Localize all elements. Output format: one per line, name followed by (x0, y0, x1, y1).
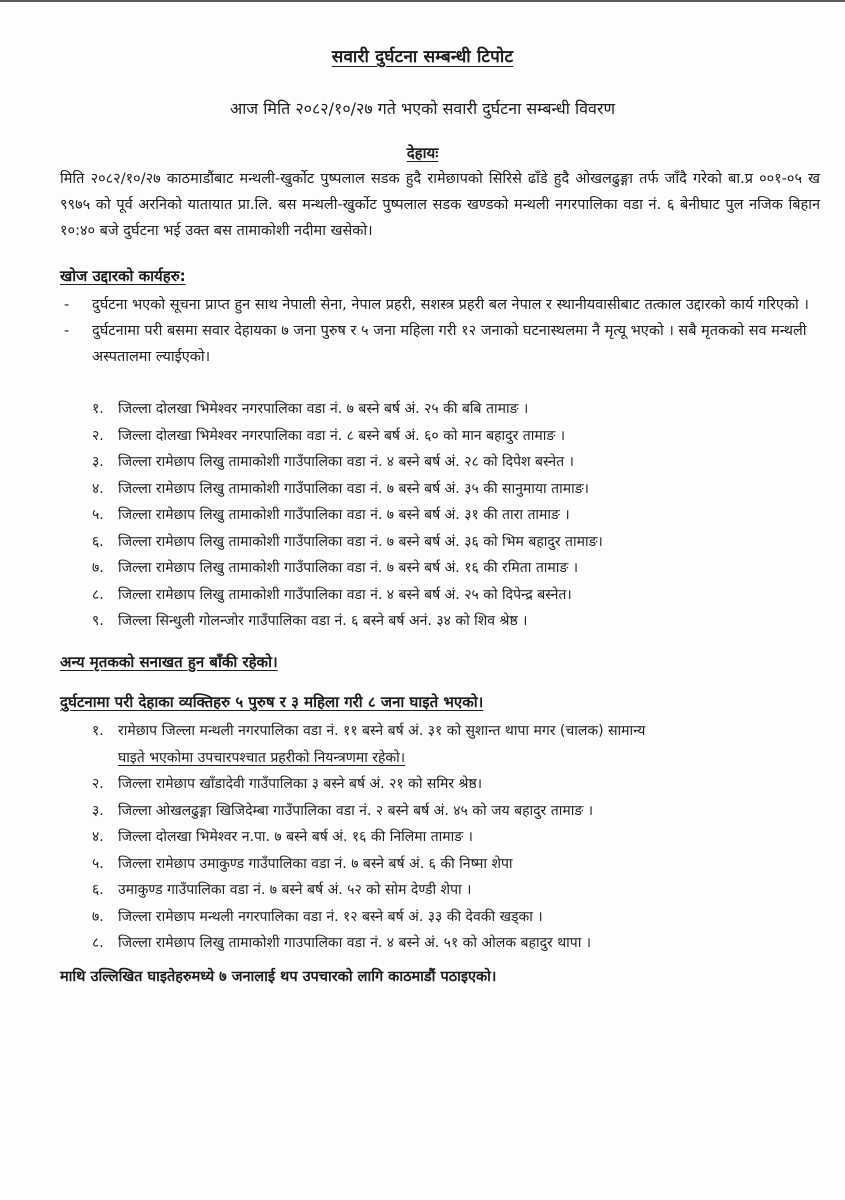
item-number: ६. (92, 882, 104, 898)
injured-text: उमाकुण्ड गाउँपालिका वडा नं. ७ बस्ने बर्ष अं. ५२ को सोम देण्डी शेपा । (118, 882, 472, 898)
deceased-text: जिल्ला रामेछाप लिखु तामाकोशी गाउँपालिका वडा नं. ७ बस्ने बर्ष अं. ३६ को भिम बहादुर तामाङ। (118, 533, 603, 550)
item-number: ८. (92, 586, 104, 603)
injured-text: जिल्ला रामेछाप लिखु तामाकोशी गाउपालिका वडा नं. ४ बस्ने अं. ५१ को ओलक बहादुर थापा । (118, 935, 592, 951)
injured-item (92, 771, 822, 798)
rescue-point (60, 292, 820, 318)
deceased-item (92, 582, 822, 609)
details-heading: देहायः (406, 144, 439, 162)
rescue-point-text: दुर्घटनामा परी बसमा सवार देहायका ७ जना पुरुष र ५ जना महिला गरी १२ जनाको घटनास्थलमा नै मृत्यू भएको । सबै मृतकको सव मन्थली अस्पतालमा ल्याईएको। (92, 323, 807, 365)
item-number: ७. (92, 560, 104, 576)
item-number: २. (92, 427, 104, 444)
item-number: ७. (92, 908, 104, 925)
injured-text: जिल्ला दोलखा भिमेश्वर न.पा. ७ बस्ने बर्ष अं. १६ की निलिमा तामाङ । (118, 829, 473, 845)
item-number: ९. (92, 613, 104, 629)
injured-text: जिल्ला रामेछाप खाँडादेवी गाउँपालिका ३ बस्ने बर्ष अं. २१ को समिर श्रेष्ठ। (118, 776, 483, 792)
deceased-list (92, 396, 822, 635)
injured-text: रामेछाप जिल्ला मन्थली नगरपालिका वडा नं. ११ बस्ने बर्ष अं. ३१ को सुशान्त थापा मगर (चालक) सामान्य (118, 723, 646, 739)
deceased-text: जिल्ला रामेछाप लिखु तामाकोशी गाउँपालिका वडा नं. ४ बस्ने बर्ष अं. २८ को दिपेश बस्नेत । (118, 454, 574, 470)
deceased-text: जिल्ला रामेछाप लिखु तामाकोशी गाउँपालिका वडा नं. ७ बस्ने बर्ष अं. ३१ की तारा तामाङ । (118, 507, 570, 523)
injured-item (92, 718, 822, 771)
closing-note: माथि उल्लिखित घाइतेहरुमध्ये ७ जनालाई थप उपचारको लागि काठमाडौं पठाइएको। (60, 969, 497, 985)
item-number: ५. (92, 507, 104, 523)
injured-item (92, 798, 822, 825)
item-number: १. (92, 401, 104, 417)
rescue-point-text: दुर्घटना भएको सूचना प्राप्त हुन साथ नेपाली सेना, नेपाल प्रहरी, सशस्त्र प्रहरी बल नेपाल र स्थानीयवासीबाट तत्काल उद्दारको कार्य गरिएको । (92, 297, 809, 313)
item-number: ३. (92, 802, 104, 819)
dash-bullet: - (64, 297, 70, 313)
injured-text: जिल्ला ओखलढुङ्गा खिजिदेम्बा गाउँपालिका वडा नं. २ बस्ने बर्ष अं. ४५ को जय बहादुर तामाङ । (118, 802, 594, 819)
deceased-item (92, 449, 822, 476)
item-number: २. (92, 776, 104, 792)
injured-continuation: घाइते भएकोमा उपचारपश्चात प्रहरीको नियन्त्रणमा रहेको। (118, 749, 406, 766)
injured-text: जिल्ला रामेछाप मन्थली नगरपालिका वडा नं. १२ बस्ने बर्ष अं. ३३ की देवकी खड्का । (118, 908, 543, 925)
item-number: १. (92, 723, 104, 739)
deceased-item (92, 502, 822, 529)
rescue-points-list (60, 292, 820, 370)
injured-item (92, 904, 822, 931)
deceased-item (92, 555, 822, 582)
rescue-point (60, 318, 820, 370)
injured-item (92, 930, 822, 957)
deceased-text: जिल्ला दोलखा भिमेश्वर नगरपालिका वडा नं. ७ बस्ने बर्ष अं. २५ की बबि तामाङ । (118, 401, 529, 417)
item-number: ३. (92, 454, 104, 470)
injured-heading: दुर्घटनामा परी देहाका व्यक्तिहरु ५ पुरुष र ३ महिला गरी ८ जना घाइते भएको। (60, 693, 484, 711)
injured-text: जिल्ला रामेछाप उमाकुण्ड गाउँपालिका वडा नं. ७ बस्ने बर्ष अं. ६ की निष्मा शेपा (118, 855, 513, 872)
deceased-text: जिल्ला रामेछाप लिखु तामाकोशी गाउँपालिका वडा नं. ७ बस्ने बर्ष अं. ३५ की सानुमाया तामाङ। (118, 480, 589, 497)
deceased-item (92, 396, 822, 423)
injured-item (92, 851, 822, 878)
dash-bullet: - (64, 323, 70, 339)
deceased-text: जिल्ला सिन्धुली गोलन्जोर गाउँपालिका वडा नं. ६ बस्ने बर्ष अनं. ३४ को शिव श्रेष्ठ । (118, 613, 528, 629)
deceased-text: जिल्ला दोलखा भिमेश्वर नगरपालिका वडा नं. ८ बस्ने बर्ष अं. ६० को मान बहादुर तामाङ । (118, 427, 566, 444)
injured-item (92, 824, 822, 851)
item-number: ५. (92, 855, 104, 872)
deceased-item (92, 529, 822, 556)
unidentified-note: अन्य मृतकको सनाखत हुन बाँकी रहेको। (60, 653, 278, 671)
item-number: ४. (92, 829, 104, 845)
deceased-item (92, 423, 822, 450)
injured-list (92, 718, 822, 957)
deceased-text: जिल्ला रामेछाप लिखु तामाकोशी गाउँपालिका वडा नं. ७ बस्ने बर्ष अं. १६ की रमिता तामाङ । (118, 560, 579, 576)
rescue-heading: खोज उद्दारको कार्यहरु: (60, 267, 186, 285)
deceased-item (92, 476, 822, 503)
item-number: ६. (92, 533, 104, 550)
intro-paragraph: मिति २०८२/१०/२७ काठमाडौंबाट मन्थली-खुर्कोट पुष्पलाल सडक हुदै रामेछापको सिरिसे ढाँडे हुदै ओखलढुङ्गा तर्फ जाँदै गरेको बा.प्र ००१-०५ ख ९९७५ को पूर्व अरनिको यातायात प्रा.लि. बस मन्थली-खुर्कोट पुष्पलाल सडक खण्डको मन्थली नगरपालिका वडा नं. ६ बेनीघाट पुल नजिक बिहान १०:४० बजे दुर्घटना भई उक्त बस तामाकोशी नदीमा खसेको। (60, 171, 820, 239)
item-number: ४. (92, 480, 104, 497)
document-subtitle: आज मिति २०८२/१०/२७ गते भएको सवारी दुर्घटना सम्बन्धी विवरण (229, 99, 616, 118)
deceased-text: जिल्ला रामेछाप लिखु तामाकोशी गाउँपालिका वडा नं. ४ बस्ने बर्ष अं. २५ को दिपेन्द्र बस्नेत। (118, 586, 572, 603)
document-title: सवारी दुर्घटना सम्बन्धी टिपोट (331, 47, 514, 67)
item-number: ८. (92, 935, 104, 951)
injured-item (92, 877, 822, 904)
deceased-item (92, 608, 822, 635)
